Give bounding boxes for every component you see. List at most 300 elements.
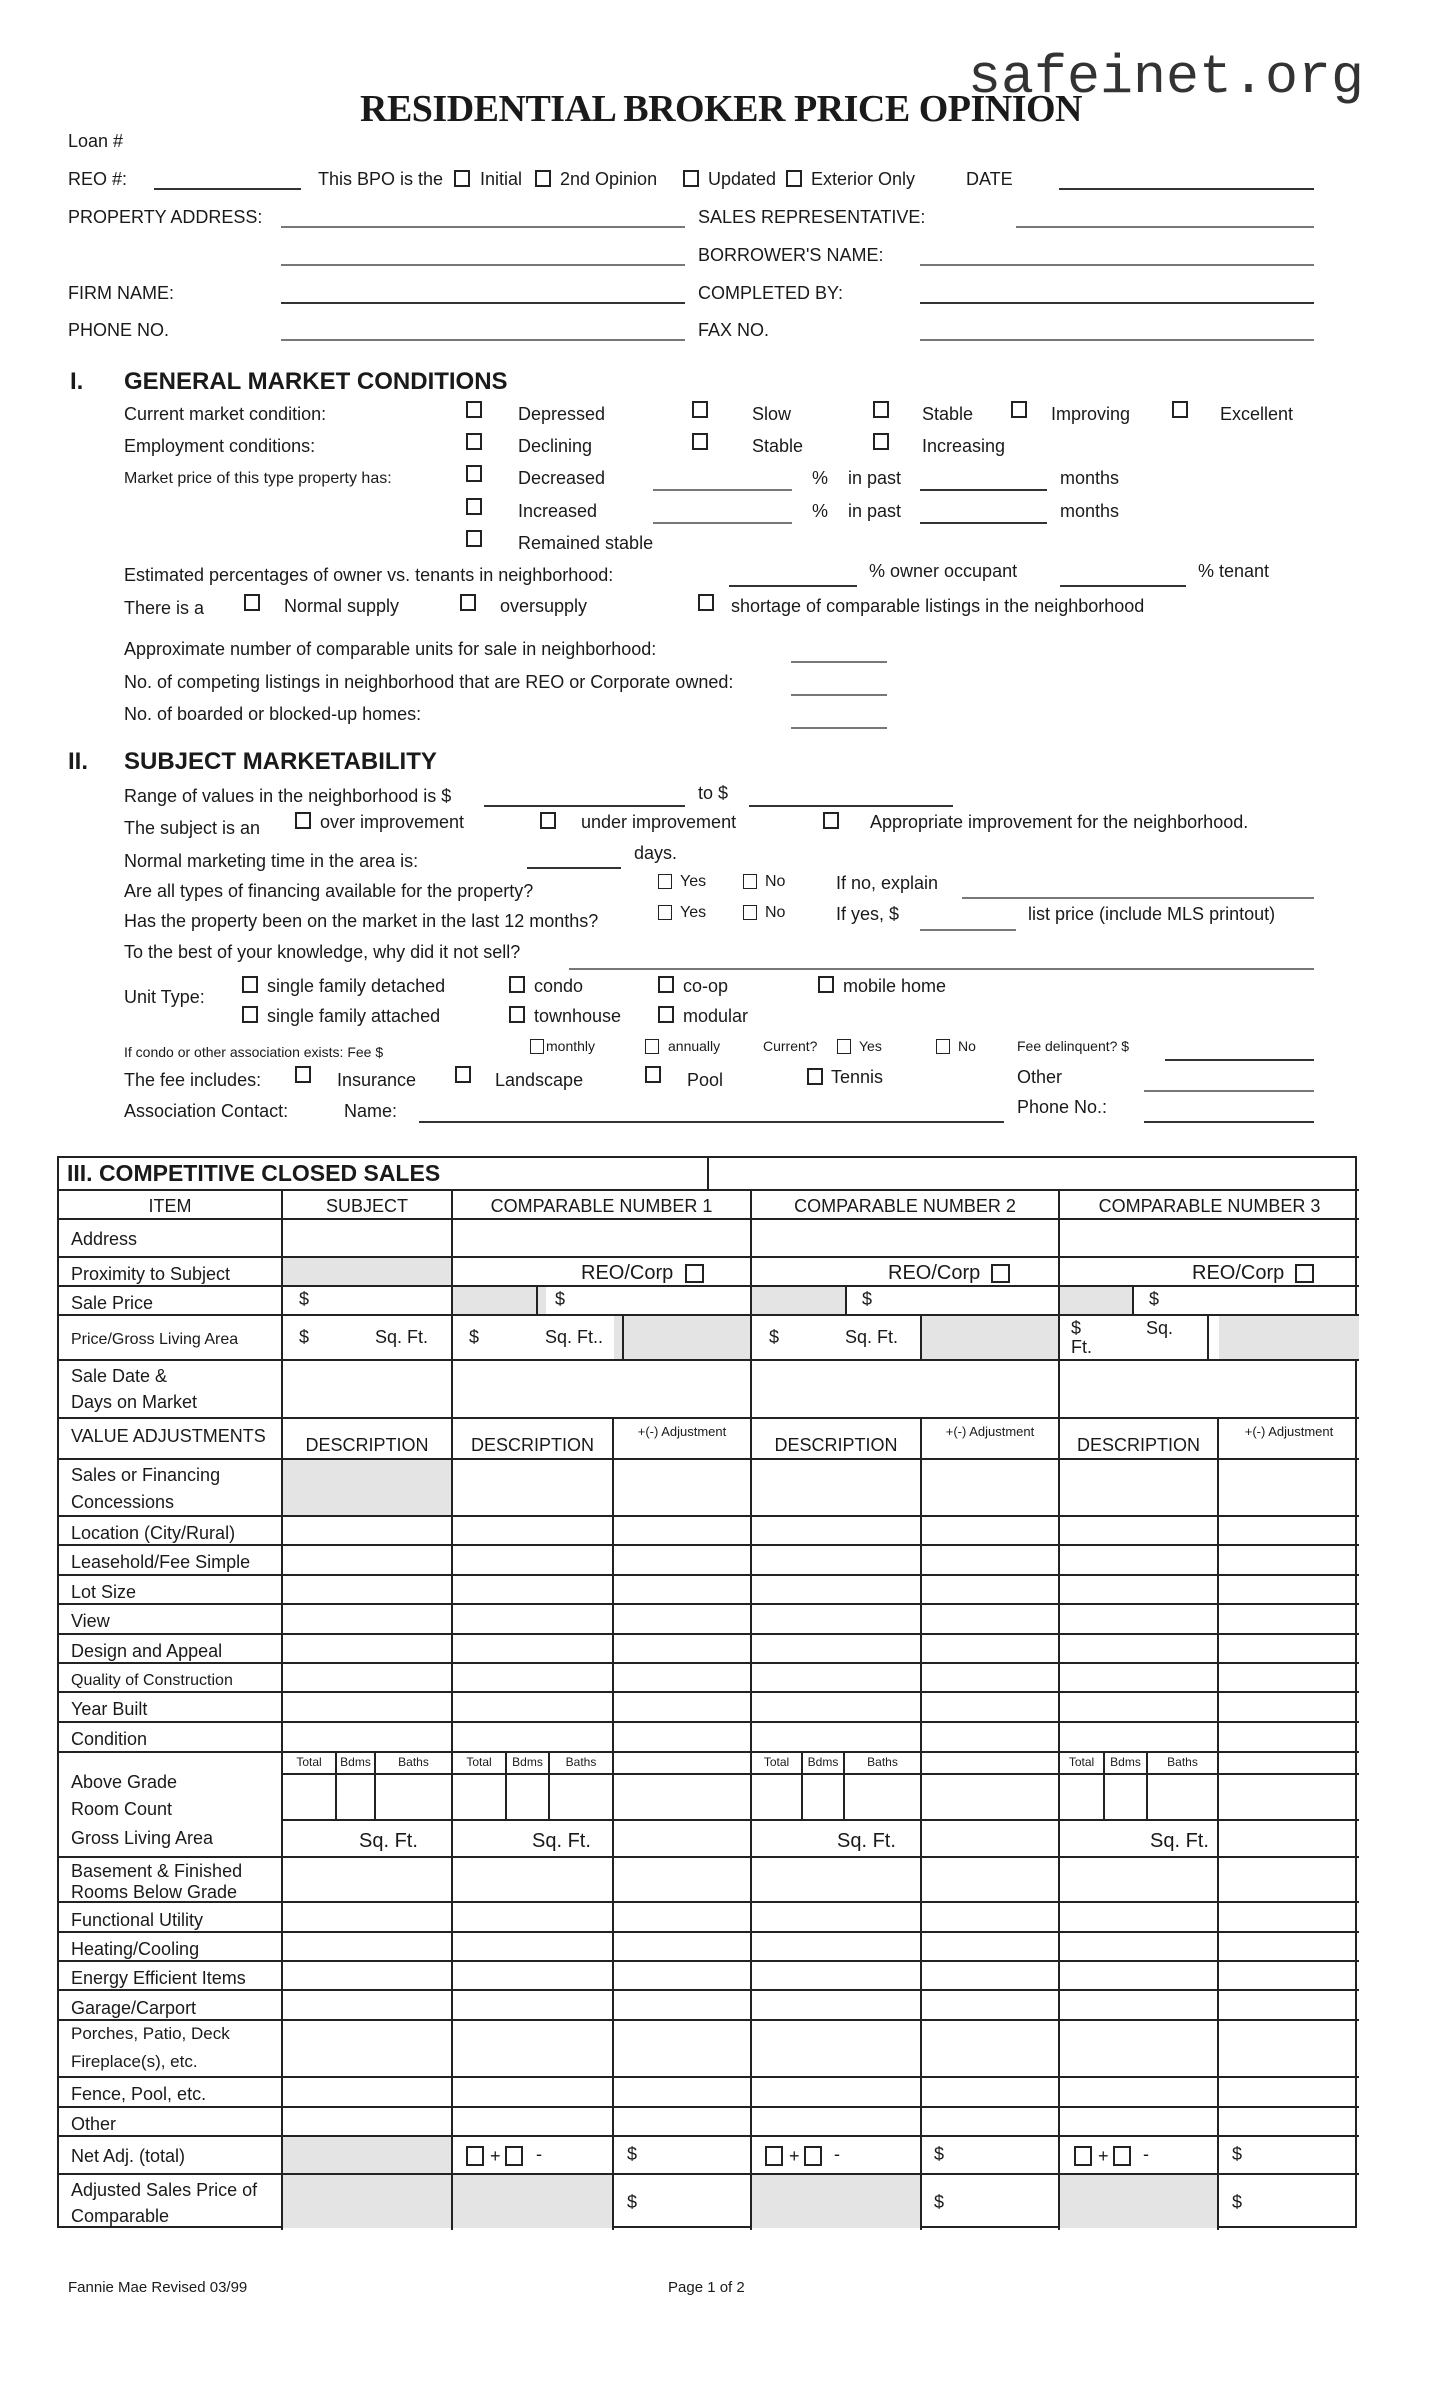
shaded-cell: [922, 1314, 1060, 1359]
initial-label: Initial: [480, 169, 523, 189]
current-yes-checkbox[interactable]: [837, 1039, 851, 1054]
insurance-checkbox[interactable]: [295, 1066, 311, 1083]
employment-stable-label: Stable: [752, 436, 804, 456]
declining-label: Declining: [518, 436, 593, 456]
stable-label: Stable: [922, 404, 974, 424]
row-divider: [59, 1544, 1359, 1546]
current-no-checkbox[interactable]: [936, 1039, 950, 1054]
single-family-detached-checkbox[interactable]: [242, 976, 258, 993]
row-divider: [59, 1751, 1359, 1753]
shortage-checkbox[interactable]: [698, 594, 714, 611]
section1-title: GENERAL MARKET CONDITIONS: [124, 368, 508, 395]
comp2-reo-corp-checkbox[interactable]: [991, 1264, 1010, 1283]
months-label: months: [1060, 501, 1120, 521]
row-label-porches: Porches, Patio, Deck: [71, 2024, 230, 2043]
comp1-net-minus-checkbox[interactable]: [505, 2146, 523, 2166]
comp3-reo-corp-checkbox[interactable]: [1295, 1264, 1314, 1283]
firm-label: FIRM NAME:: [68, 283, 174, 303]
comp3-price-gla-sq: Sq.: [1146, 1318, 1174, 1338]
row-label-view: View: [71, 1611, 110, 1631]
subject-baths-header: Baths: [398, 1755, 429, 1769]
range-to-field[interactable]: [749, 805, 953, 807]
updated-label: Updated: [708, 169, 777, 189]
monthly-label: monthly: [546, 1038, 596, 1054]
shaded-cell: [614, 1314, 752, 1359]
sales-rep-label: SALES REPRESENTATIVE:: [698, 207, 926, 227]
reo-label: REO #:: [68, 169, 128, 189]
association-phone-label: Phone No.:: [1017, 1097, 1108, 1117]
subject-is-label: The subject is an: [124, 818, 261, 838]
subject-price-gla-dollar: $: [299, 1327, 310, 1347]
why-not-sell-field[interactable]: [569, 968, 1314, 970]
comp2-adjusted-dollar: $: [934, 2192, 945, 2212]
association-contact-label: Association Contact:: [124, 1101, 289, 1121]
appropriate-improvement-label: Appropriate improvement for the neighborhood.: [870, 812, 1249, 832]
row-label-fence: Fence, Pool, etc.: [71, 2084, 207, 2104]
in-past-label: in past: [848, 501, 902, 521]
row-divider: [59, 1285, 1359, 1287]
row-divider: [59, 1721, 1359, 1723]
mobile-home-label: mobile home: [843, 976, 947, 996]
on-market-yes-checkbox[interactable]: [658, 905, 672, 920]
comp1-adjusted-dollar: $: [627, 2192, 638, 2212]
initial-checkbox[interactable]: [454, 170, 470, 187]
phone-label: PHONE NO.: [68, 320, 170, 340]
why-not-sell-label: To the best of your knowledge, why did it not sell?: [124, 942, 521, 962]
row-divider: [59, 1189, 1359, 1191]
row-label-basement: Basement & Finished: [71, 1861, 243, 1881]
modular-label: modular: [683, 1006, 749, 1026]
shortage-label: shortage of comparable listings in the neighborhood: [731, 596, 1145, 616]
row-divider: [59, 2019, 1359, 2021]
row-label-garage: Garage/Carport: [71, 1998, 197, 2018]
shaded-cell: [1219, 1314, 1359, 1359]
comp2-minus-label: -: [834, 2144, 840, 2164]
shaded-cell: [453, 2173, 613, 2228]
row-label-energy: Energy Efficient Items: [71, 1968, 246, 1988]
comp3-adjustment-header: +(-) Adjustment: [1244, 1424, 1334, 1439]
row-divider: [59, 1218, 1359, 1220]
oversupply-checkbox[interactable]: [460, 594, 476, 611]
condo-checkbox[interactable]: [509, 976, 525, 993]
under-improvement-label: under improvement: [581, 812, 737, 832]
declining-checkbox[interactable]: [466, 433, 482, 450]
shaded-cell: [1060, 1285, 1134, 1314]
second-opinion-checkbox[interactable]: [535, 170, 551, 187]
owner-percent-field[interactable]: [729, 585, 857, 587]
name-label: Name:: [344, 1101, 398, 1121]
section3-title: III. COMPETITIVE CLOSED SALES: [67, 1160, 441, 1186]
comp1-gla-sqft: Sq. Ft.: [532, 1830, 591, 1852]
appropriate-improvement-checkbox[interactable]: [823, 812, 839, 829]
condo-label: condo: [534, 976, 584, 996]
row-label-above-grade: Above Grade: [71, 1772, 178, 1792]
annually-checkbox[interactable]: [645, 1039, 659, 1054]
row-label-heating: Heating/Cooling: [71, 1939, 200, 1959]
decreased-checkbox[interactable]: [466, 465, 482, 482]
row-divider: [59, 2173, 1359, 2175]
col-divider: [281, 1189, 283, 2230]
decreased-months-field[interactable]: [920, 489, 1047, 491]
borrower-label: BORROWER'S NAME:: [698, 245, 884, 265]
excellent-checkbox[interactable]: [1172, 401, 1188, 418]
row-label-functional: Functional Utility: [71, 1910, 204, 1930]
under-improvement-checkbox[interactable]: [540, 812, 556, 829]
row-label-adjusted-sales-price: Adjusted Sales Price of: [71, 2180, 258, 2200]
col-divider: [845, 1285, 847, 1314]
row-divider: [59, 1515, 1359, 1517]
monthly-checkbox[interactable]: [530, 1039, 544, 1054]
slow-checkbox[interactable]: [692, 401, 708, 418]
subject-price-gla-sqft: Sq. Ft.: [375, 1327, 429, 1347]
col-divider: [1217, 1417, 1219, 2230]
over-improvement-checkbox[interactable]: [295, 812, 311, 829]
financing-yes-checkbox[interactable]: [658, 874, 672, 889]
comp3-total-header: Total: [1068, 1755, 1095, 1769]
column-header-comp1: COMPARABLE NUMBER 1: [490, 1196, 713, 1216]
column-header-comp3: COMPARABLE NUMBER 3: [1098, 1196, 1321, 1216]
divider: [707, 1158, 709, 1191]
comp1-bdms-header: Bdms: [512, 1755, 543, 1769]
improving-label: Improving: [1051, 404, 1131, 424]
decreased-percent-field[interactable]: [653, 489, 792, 491]
row-divider: [59, 1256, 1359, 1258]
comp2-price-gla-sqft: Sq. Ft.: [845, 1327, 899, 1347]
row-label-sale-price: Sale Price: [71, 1293, 154, 1313]
row-label-address: Address: [71, 1229, 138, 1249]
row-label-days-on-market: Days on Market: [71, 1392, 198, 1412]
supply-label: There is a: [124, 598, 205, 618]
completed-by-field[interactable]: [920, 302, 1314, 304]
comp1-description-header: DESCRIPTION: [470, 1435, 594, 1455]
tenant-label: % tenant: [1198, 561, 1270, 581]
shaded-cell: [283, 2135, 453, 2228]
comp3-sale-price-dollar: $: [1149, 1289, 1160, 1309]
row-label-leasehold: Leasehold/Fee Simple: [71, 1552, 251, 1572]
row-divider: [59, 1901, 1359, 1903]
mobile-home-checkbox[interactable]: [818, 976, 834, 993]
row-label-year-built: Year Built: [71, 1699, 148, 1719]
comp3-price-gla-ft: Ft.: [1071, 1337, 1092, 1357]
marketing-days-field[interactable]: [527, 867, 621, 869]
col-divider: [612, 1417, 614, 2230]
market-price-label: Market price of this type property has:: [124, 470, 392, 487]
financing-label: Are all types of financing available for the property?: [124, 881, 534, 901]
fax-label: FAX NO.: [698, 320, 770, 340]
fee-includes-label: The fee includes:: [124, 1070, 262, 1090]
subject-gla-sqft: Sq. Ft.: [359, 1830, 418, 1852]
current-no-label: No: [958, 1038, 976, 1054]
loan-label: Loan #: [68, 131, 124, 151]
col-divider: [750, 1189, 752, 2230]
shaded-cell: [453, 1285, 546, 1314]
coop-label: co-op: [683, 976, 729, 996]
unit-type-label: Unit Type:: [124, 987, 205, 1007]
single-family-detached-label: single family detached: [267, 976, 446, 996]
comp3-gla-sqft: Sq. Ft.: [1150, 1830, 1209, 1852]
subject-total-header: Total: [296, 1755, 322, 1769]
fee-delinquent-field[interactable]: [1165, 1059, 1314, 1061]
increased-percent-field[interactable]: [653, 522, 792, 524]
row-label-location: Location (City/Rural): [71, 1523, 236, 1543]
owner-occupant-label: % owner occupant: [869, 561, 1018, 581]
improving-checkbox[interactable]: [1011, 401, 1027, 418]
date-field[interactable]: [1059, 188, 1314, 190]
shaded-cell: [283, 1256, 453, 1285]
increasing-checkbox[interactable]: [873, 433, 889, 450]
row-divider: [59, 2135, 1359, 2137]
explain-field[interactable]: [962, 897, 1314, 899]
borrower-field[interactable]: [920, 264, 1314, 266]
column-header-comp2: COMPARABLE NUMBER 2: [794, 1196, 1016, 1216]
page-title: RESIDENTIAL BROKER PRICE OPINION: [360, 88, 1082, 130]
tenant-percent-field[interactable]: [1060, 585, 1186, 587]
townhouse-label: townhouse: [534, 1006, 622, 1026]
row-label-design: Design and Appeal: [71, 1641, 223, 1661]
row-divider: [59, 1417, 1359, 1419]
boarded-label: No. of boarded or blocked-up homes:: [124, 704, 422, 724]
section2-title: SUBJECT MARKETABILITY: [124, 748, 437, 775]
footer-revision: Fannie Mae Revised 03/99: [68, 2279, 248, 2296]
comparable-units-label: Approximate number of comparable units for sale in neighborhood:: [124, 639, 657, 659]
comp2-total-header: Total: [763, 1755, 790, 1769]
comp3-adjusted-dollar: $: [1232, 2192, 1243, 2212]
col-divider: [1132, 1285, 1134, 1314]
row-label-room-count: Room Count: [71, 1799, 173, 1819]
comp1-price-gla-dollar: $: [469, 1327, 480, 1347]
increasing-label: Increasing: [922, 436, 1006, 456]
row-divider: [59, 2076, 1359, 2078]
landscape-label: Landscape: [495, 1070, 584, 1090]
comp3-price-gla-dollar: $: [1071, 1318, 1082, 1338]
comp3-plus-label: +: [1098, 2146, 1109, 2166]
financing-yes-label: Yes: [680, 873, 707, 890]
employment-label: Employment conditions:: [124, 436, 316, 456]
landscape-checkbox[interactable]: [455, 1066, 471, 1083]
comp2-adjustment-header: +(-) Adjustment: [945, 1424, 1035, 1439]
owner-tenant-label: Estimated percentages of owner vs. tenants in neighborhood:: [124, 565, 614, 585]
boarded-field[interactable]: [791, 727, 887, 729]
comparable-units-field[interactable]: [791, 661, 887, 663]
watermark: safeinet.org: [968, 46, 1365, 109]
employment-stable-checkbox[interactable]: [692, 433, 708, 450]
normal-supply-label: Normal supply: [284, 596, 400, 616]
col-divider: [1058, 1189, 1060, 2230]
comp3-baths-header: Baths: [1167, 1755, 1198, 1769]
on-market-yes-label: Yes: [680, 904, 707, 921]
increased-label: Increased: [518, 501, 598, 521]
townhouse-checkbox[interactable]: [509, 1006, 525, 1023]
comp3-description-header: DESCRIPTION: [1076, 1435, 1200, 1455]
on-market-no-label: No: [765, 904, 786, 921]
comp2-net-plus-checkbox[interactable]: [765, 2146, 783, 2166]
row-label-net-adj: Net Adj. (total): [71, 2146, 186, 2166]
percent-sign: %: [812, 501, 829, 521]
comp2-net-dollar: $: [934, 2144, 945, 2164]
current-label: Current?: [763, 1038, 818, 1054]
comp3-net-plus-checkbox[interactable]: [1074, 2146, 1092, 2166]
comp2-bdms-header: Bdms: [807, 1755, 839, 1769]
association-fee-label: If condo or other association exists: Fee $: [124, 1044, 384, 1060]
on-market-no-checkbox[interactable]: [743, 905, 757, 920]
firm-field[interactable]: [281, 302, 685, 304]
comp1-adjustment-header: +(-) Adjustment: [637, 1424, 727, 1439]
row-divider: [283, 1819, 1359, 1821]
row-divider: [59, 1960, 1359, 1962]
comp1-reo-corp-label: REO/Corp: [581, 1262, 674, 1284]
increased-months-field[interactable]: [920, 522, 1047, 524]
comp1-reo-corp-checkbox[interactable]: [685, 1264, 704, 1283]
current-market-label: Current market condition:: [124, 404, 327, 424]
other-label: Other: [1017, 1067, 1063, 1087]
row-label-fireplaces: Fireplace(s), etc.: [71, 2052, 198, 2071]
current-yes-label: Yes: [859, 1038, 882, 1054]
if-yes-label: If yes, $: [836, 904, 900, 924]
shaded-cell: [752, 1285, 847, 1314]
sales-rep-field[interactable]: [1016, 226, 1314, 228]
row-label-rooms-below-grade: Rooms Below Grade: [71, 1882, 238, 1902]
property-address-label: PROPERTY ADDRESS:: [68, 207, 263, 227]
annually-label: annually: [668, 1038, 721, 1054]
row-label-gla: Gross Living Area: [71, 1828, 214, 1848]
row-label-concessions: Concessions: [71, 1492, 175, 1512]
days-label: days.: [634, 843, 678, 863]
comp2-price-gla-dollar: $: [769, 1327, 780, 1347]
remained-stable-label: Remained stable: [518, 533, 654, 553]
range-from-field[interactable]: [484, 805, 685, 807]
comp2-baths-header: Baths: [867, 1755, 898, 1769]
row-divider: [59, 1458, 1359, 1460]
comp2-net-minus-checkbox[interactable]: [804, 2146, 822, 2166]
row-label-sale-date: Sale Date &: [71, 1366, 168, 1386]
property-address-field-2[interactable]: [281, 264, 685, 266]
subject-sale-price-dollar: $: [299, 1289, 310, 1309]
depressed-label: Depressed: [518, 404, 606, 424]
excellent-label: Excellent: [1220, 404, 1294, 424]
tennis-label: Tennis: [831, 1067, 884, 1087]
row-divider: [59, 1359, 1359, 1361]
increased-checkbox[interactable]: [466, 498, 482, 515]
shaded-cell: [1060, 2173, 1218, 2228]
oversupply-label: oversupply: [500, 596, 588, 616]
row-divider: [59, 1633, 1359, 1635]
insurance-label: Insurance: [337, 1070, 417, 1090]
col-divider: [920, 1417, 922, 2230]
comp2-reo-corp-label: REO/Corp: [888, 1262, 981, 1284]
date-label: DATE: [966, 169, 1013, 189]
row-divider: [59, 1989, 1359, 1991]
months-label: months: [1060, 468, 1120, 488]
row-label-quality: Quality of Construction: [71, 1672, 233, 1689]
coop-checkbox[interactable]: [658, 976, 674, 993]
depressed-checkbox[interactable]: [466, 401, 482, 418]
row-label-condition: Condition: [71, 1729, 148, 1749]
modular-checkbox[interactable]: [658, 1006, 674, 1023]
other-field[interactable]: [1144, 1090, 1314, 1092]
phone-field[interactable]: [281, 339, 685, 341]
col-divider: [1207, 1314, 1209, 1359]
updated-checkbox[interactable]: [683, 170, 699, 187]
row-divider: [59, 2106, 1359, 2108]
column-header-item: ITEM: [148, 1196, 192, 1216]
percent-sign: %: [812, 468, 829, 488]
comp1-minus-label: -: [536, 2144, 542, 2164]
completed-by-label: COMPLETED BY:: [698, 283, 844, 303]
col-divider: [920, 1314, 922, 1359]
row-divider: [59, 1856, 1359, 1858]
in-past-label: in past: [848, 468, 902, 488]
comp2-plus-label: +: [789, 2146, 800, 2166]
row-divider: [283, 1773, 1359, 1775]
shaded-cell: [752, 2173, 922, 2228]
section1-number: I.: [70, 368, 84, 395]
bpo-type-label: This BPO is the: [318, 169, 444, 189]
comp1-net-plus-checkbox[interactable]: [466, 2146, 484, 2166]
association-name-field[interactable]: [419, 1121, 1004, 1123]
pool-checkbox[interactable]: [645, 1066, 661, 1083]
row-label-lot-size: Lot Size: [71, 1582, 137, 1602]
property-address-field[interactable]: [281, 226, 685, 228]
comp3-net-dollar: $: [1232, 2144, 1243, 2164]
row-label-proximity: Proximity to Subject: [71, 1264, 231, 1284]
stable-checkbox[interactable]: [873, 401, 889, 418]
reo-listings-label: No. of competing listings in neighborhood that are REO or Corporate owned:: [124, 672, 734, 692]
financing-no-checkbox[interactable]: [743, 874, 757, 889]
if-no-explain-label: If no, explain: [836, 873, 939, 893]
pool-label: Pool: [687, 1070, 724, 1090]
section2-number: II.: [68, 748, 89, 775]
fax-field[interactable]: [920, 339, 1314, 341]
reo-field[interactable]: [154, 188, 301, 190]
list-price-field[interactable]: [920, 929, 1016, 931]
row-divider: [59, 1574, 1359, 1576]
financing-no-label: No: [765, 873, 786, 890]
row-label-sales-financing: Sales or Financing: [71, 1465, 221, 1485]
comp2-sale-price-dollar: $: [862, 1289, 873, 1309]
comp1-total-header: Total: [466, 1755, 492, 1769]
comp2-gla-sqft: Sq. Ft.: [837, 1830, 896, 1852]
over-improvement-label: over improvement: [320, 812, 465, 832]
shaded-cell: [283, 1458, 453, 1515]
comp3-reo-corp-label: REO/Corp: [1192, 1262, 1285, 1284]
comp2-description-header: DESCRIPTION: [774, 1435, 898, 1455]
subject-description-header: DESCRIPTION: [305, 1435, 429, 1455]
on-market-label: Has the property been on the market in the last 12 months?: [124, 911, 599, 931]
comp1-plus-label: +: [490, 2146, 501, 2166]
col-divider: [451, 1189, 453, 2230]
subject-bdms-header: Bdms: [340, 1755, 371, 1769]
row-label-comparable: Comparable: [71, 2206, 170, 2226]
row-divider: [59, 1662, 1359, 1664]
slow-label: Slow: [752, 404, 792, 424]
remained-stable-checkbox[interactable]: [466, 530, 482, 547]
comp3-bdms-header: Bdms: [1110, 1755, 1141, 1769]
normal-supply-checkbox[interactable]: [244, 594, 260, 611]
reo-listings-field[interactable]: [791, 694, 887, 696]
row-divider: [59, 1691, 1359, 1693]
single-family-attached-checkbox[interactable]: [242, 1006, 258, 1023]
exterior-only-checkbox[interactable]: [786, 170, 802, 187]
range-label: Range of values in the neighborhood is $: [124, 786, 452, 806]
comp3-net-minus-checkbox[interactable]: [1113, 2146, 1131, 2166]
association-phone-field[interactable]: [1144, 1121, 1314, 1123]
comp1-sale-price-dollar: $: [555, 1289, 566, 1309]
footer-page-number: Page 1 of 2: [668, 2279, 745, 2296]
tennis-checkbox[interactable]: [807, 1068, 823, 1085]
comp1-price-gla-sqft: Sq. Ft..: [545, 1327, 604, 1347]
single-family-attached-label: single family attached: [267, 1006, 441, 1026]
second-opinion-label: 2nd Opinion: [560, 169, 658, 189]
